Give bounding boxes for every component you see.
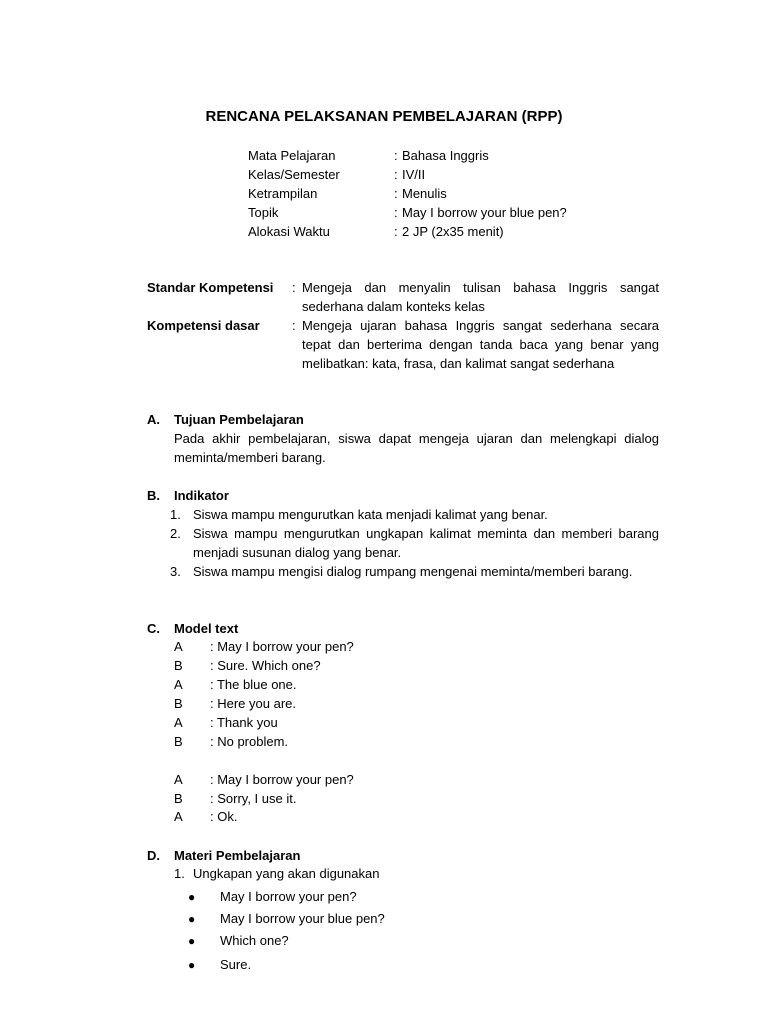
bullet-icon: ●: [188, 958, 196, 972]
dialog-text: : Sorry, I use it.: [210, 791, 297, 806]
meta-value: Bahasa Inggris: [402, 148, 489, 163]
meta-row: Ketrampilan : Menulis: [248, 186, 447, 201]
speaker: A: [174, 809, 183, 824]
dialog-text: : May I borrow your pen?: [210, 639, 354, 654]
section-a-text: Pada akhir pembelajaran, siswa dapat mengeja ujaran dan melengkapi dialog meminta/memberi barang.: [174, 431, 659, 465]
dialog-text: : Thank you: [210, 715, 278, 730]
speaker: A: [174, 715, 183, 730]
bullet-icon: ●: [188, 934, 196, 948]
meta-value: May I borrow your blue pen?: [402, 205, 567, 220]
dialog-line: [174, 713, 278, 732]
document-page: RENCANA PELAKSANAN PEMBELAJARAN (RPP) Mata Pelajaran : Bahasa Inggris Kelas/Semester : IV/II Ketrampilan : Menulis Topik : May I borrow your blue pen? Alokasi Waktu : 2 JP (2x35 menit) Standar Kompetensi : Mengeja dan menyalin tulisan bahasa Inggris sangat sederhana dalam konteks kelas Kompetensi dasar : Mengeja ujaran bahasa Inggris sangat sederhana secara tepat dan berterima dengan tanda baca yang benar yang melibatkan: kata, frasa, dan kalimat sangat sederhana A. Tujuan Pembelajaran Pada akhir pembelajaran, siswa dapat mengeja ujaran dan melengkapi dialog meminta/memberi barang. B. Indikator 1. Siswa mampu mengurutkan kata menjadi kalimat yang benar. 2. Siswa mampu mengurutkan ungkapan kalimat meminta dan memberi barang menjadi susunan dialog yang benar. 3. Siswa mampu mengisi dialog rumpang mengenai meminta/memberi barang. C. Model text A : May I borrow your pen? B : Sure. Which one? A : The blue one. B : Here you are. A : Thank you B : No problem. A : May I borrow your pen? B : Sorry, I use it. A : Ok. D. Materi Pembelajaran 1. Ungkapan yang akan digunakan ● May I borrow your pen? ● May I borrow your blue pen? ● Which one? ● Sure.: [0, 0, 768, 1024]
speaker: A: [174, 772, 183, 787]
dialog-line: [174, 807, 237, 826]
dialog-line: [174, 732, 288, 751]
dialog-text: : May I borrow your pen?: [210, 772, 354, 787]
dialog-text: : No problem.: [210, 734, 289, 749]
meta-value: IV/II: [402, 167, 426, 182]
dialog-line: [174, 789, 296, 808]
meta-label: Topik: [248, 205, 279, 220]
meta-row: Kelas/Semester : IV/II: [248, 167, 426, 182]
meta-label: Kelas/Semester: [248, 167, 340, 182]
dialog-text: : Sure. Which one?: [210, 658, 321, 673]
bullet-text: Sure.: [220, 957, 252, 972]
section-c-title: Model text: [174, 621, 239, 636]
dialog-text: : Here you are.: [210, 696, 296, 711]
dialog-text: : Ok.: [210, 809, 238, 824]
meta-label: Alokasi Waktu: [248, 224, 330, 239]
dialog-text: : The blue one.: [210, 677, 297, 692]
speaker: B: [174, 696, 183, 711]
meta-value: Menulis: [402, 186, 447, 201]
meta-label: Ketrampilan: [248, 186, 318, 201]
bullet-icon: ●: [188, 912, 196, 926]
item-text: Siswa mampu mengurutkan kata menjadi kalimat yang benar.: [193, 507, 548, 522]
meta-row: Alokasi Waktu : 2 JP (2x35 menit): [248, 224, 504, 239]
kompetensi-label: Kompetensi dasar: [147, 318, 260, 333]
item-text: Siswa mampu mengisi dialog rumpang mengenai meminta/memberi barang.: [193, 564, 633, 579]
meta-label: Mata Pelajaran: [248, 148, 336, 163]
bullet-item: [188, 909, 385, 929]
bullet-text: May I borrow your pen?: [220, 889, 357, 904]
meta-row: Topik : May I borrow your blue pen?: [248, 205, 567, 220]
item-text: Siswa mampu mengurutkan ungkapan kalimat meminta dan memberi barang menjadi susunan dialog yang benar.: [193, 526, 659, 560]
bullet-item: [188, 931, 289, 951]
dialog-line: [174, 637, 354, 656]
speaker: A: [174, 639, 183, 654]
speaker: B: [174, 791, 183, 806]
section-b-letter: B.: [147, 488, 160, 503]
standar-label: Standar Kompetensi: [147, 280, 274, 295]
item-number: 1.: [174, 866, 185, 881]
section-d-letter: D.: [147, 848, 160, 863]
section-a-letter: A.: [147, 412, 160, 427]
speaker: B: [174, 658, 183, 673]
bullet-item: [188, 887, 357, 907]
dialog-line: [174, 675, 297, 694]
dialog-line: [174, 656, 321, 675]
speaker: A: [174, 677, 183, 692]
bullet-text: Which one?: [220, 933, 289, 948]
section-c-letter: C.: [147, 621, 160, 636]
item-number: 3.: [170, 564, 181, 579]
section-a-title: Tujuan Pembelajaran: [174, 412, 304, 427]
item-number: 2.: [170, 526, 181, 541]
meta-table: [248, 146, 567, 241]
dialog-line: [174, 770, 354, 789]
bullet-text: May I borrow your blue pen?: [220, 911, 385, 926]
item-text: Ungkapan yang akan digunakan: [193, 866, 380, 881]
meta-row: Mata Pelajaran : Bahasa Inggris: [248, 148, 489, 163]
bullet-item: [188, 955, 251, 975]
speaker: B: [174, 734, 183, 749]
dialog-line: [174, 694, 296, 713]
kompetensi-text: Mengeja ujaran bahasa Inggris sangat sederhana secara tepat dan berterima dengan tanda baca yang benar yang melibatkan: kata, frasa, dan kalimat sangat sederhana: [302, 318, 659, 371]
section-b-title: Indikator: [174, 488, 229, 503]
page-title: RENCANA PELAKSANAN PEMBELAJARAN (RPP): [205, 108, 563, 125]
meta-value: 2 JP (2x35 menit): [402, 224, 504, 239]
bullet-icon: ●: [188, 890, 196, 904]
standar-text: Mengeja dan menyalin tulisan bahasa Inggris sangat sederhana dalam konteks kelas: [302, 280, 659, 314]
section-d-title: Materi Pembelajaran: [174, 848, 301, 863]
item-number: 1.: [170, 507, 181, 522]
